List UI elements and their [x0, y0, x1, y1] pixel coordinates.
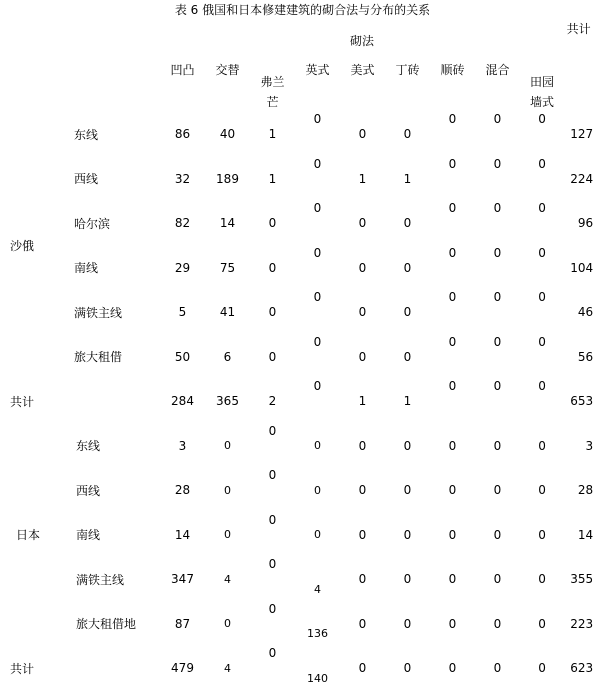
value-cell: 0 [314, 483, 321, 497]
value-cell: 0 [313, 290, 322, 304]
value-cell: 0 [268, 260, 277, 275]
value-cell: 0 [538, 572, 546, 587]
sum-label: 共计 [10, 661, 35, 676]
row-label: 东线 [74, 127, 99, 142]
value-cell: 4 [224, 572, 231, 586]
sum-value-cell: 0 [448, 661, 457, 676]
table-row [10, 290, 593, 335]
value-cell: 29 [174, 260, 191, 275]
table-row [10, 513, 593, 558]
value-cell: 0 [493, 201, 502, 215]
value-cell: 1 [268, 127, 277, 142]
value-cell: 0 [224, 528, 231, 542]
value-cell: 86 [174, 127, 191, 142]
value-cell: 3 [178, 438, 187, 453]
table-row [10, 246, 593, 291]
value-cell: 0 [493, 572, 502, 587]
value-cell: 0 [538, 290, 546, 304]
value-cell: 1 [268, 171, 277, 186]
row-label: 哈尔滨 [74, 216, 111, 231]
sum-value-cell: 0 [403, 661, 412, 676]
value-cell: 0 [268, 601, 277, 616]
value-cell: 0 [313, 156, 322, 171]
value-cell: 0 [358, 438, 367, 453]
row-total: 96 [577, 216, 594, 231]
row-total: 223 [570, 616, 594, 631]
value-cell: 0 [313, 201, 322, 215]
value-cell: 0 [538, 112, 546, 126]
value-cell: 0 [538, 616, 546, 631]
row-label: 旅大租借 [74, 350, 123, 365]
value-cell: 0 [493, 483, 502, 498]
value-cell: 0 [313, 334, 322, 349]
value-cell: 14 [219, 216, 236, 231]
value-cell: 4 [314, 582, 321, 596]
value-cell: 0 [538, 334, 546, 349]
value-cell: 0 [403, 527, 412, 542]
column-header: 英式 [305, 63, 330, 77]
sum-value-cell: 0 [493, 661, 502, 676]
sum-value-cell: 284 [171, 394, 194, 409]
sum-value-cell: 0 [538, 661, 546, 676]
header-row-group [10, 20, 593, 60]
table-row [10, 602, 593, 647]
sum-value-cell: 0 [313, 379, 322, 393]
value-cell: 0 [313, 245, 322, 260]
row-total: 46 [577, 305, 594, 320]
value-cell: 50 [174, 349, 191, 364]
masonry-table [10, 20, 593, 691]
value-cell: 0 [358, 527, 367, 542]
row-total: 3 [585, 438, 594, 453]
value-cell: 32 [174, 171, 191, 186]
value-cell: 0 [403, 216, 412, 231]
sum-value-cell: 0 [268, 646, 277, 660]
column-header: 顺砖 [440, 63, 465, 77]
value-cell: 87 [174, 616, 191, 631]
value-cell: 0 [538, 483, 546, 498]
value-cell: 0 [403, 305, 412, 320]
value-cell: 0 [268, 557, 277, 571]
row-total: 28 [577, 483, 594, 498]
sum-value-cell: 1 [403, 394, 412, 409]
value-cell: 0 [268, 216, 277, 231]
value-cell: 0 [403, 438, 412, 453]
sum-value-cell: 1 [358, 394, 367, 409]
value-cell: 0 [224, 617, 231, 631]
row-label: 旅大租借地 [76, 617, 137, 632]
sum-row [10, 379, 593, 424]
value-cell: 0 [403, 260, 412, 275]
value-cell: 0 [403, 483, 412, 498]
value-cell: 0 [493, 334, 502, 349]
sum-value-cell: 4 [224, 661, 231, 675]
group-label: 沙俄 [10, 239, 35, 253]
value-cell: 0 [538, 527, 546, 542]
header-total: 共计 [566, 22, 591, 36]
value-cell: 0 [448, 201, 457, 215]
column-header: 弗兰芒 [260, 75, 285, 109]
value-cell: 0 [268, 512, 277, 527]
sum-total: 653 [570, 394, 594, 409]
table-row [10, 157, 593, 202]
sum-value-cell: 479 [171, 661, 194, 676]
value-cell: 0 [493, 527, 502, 542]
value-cell: 1 [403, 171, 412, 186]
row-total: 104 [570, 260, 594, 275]
group-label: 日本 [16, 528, 41, 543]
sum-label: 共计 [10, 394, 35, 409]
value-cell: 0 [268, 423, 277, 438]
value-cell: 0 [314, 439, 321, 453]
value-cell: 0 [403, 572, 412, 587]
value-cell: 0 [448, 112, 457, 126]
row-label: 西线 [74, 172, 99, 187]
value-cell: 0 [538, 156, 546, 171]
value-cell: 0 [448, 245, 457, 260]
value-cell: 0 [448, 290, 457, 304]
value-cell: 0 [224, 483, 231, 497]
value-cell: 0 [493, 438, 502, 453]
row-total: 355 [570, 572, 594, 587]
value-cell: 14 [174, 527, 191, 542]
table-row [10, 557, 593, 602]
value-cell: 82 [174, 216, 191, 231]
value-cell: 0 [448, 334, 457, 349]
row-label: 南线 [74, 261, 99, 276]
row-total: 14 [577, 527, 594, 542]
column-header: 丁砖 [395, 63, 420, 77]
column-header: 凹凸 [170, 63, 195, 77]
value-cell: 0 [403, 127, 412, 142]
table-row [10, 201, 593, 246]
value-cell: 0 [448, 527, 457, 542]
value-cell: 0 [358, 260, 367, 275]
row-label: 满铁主线 [74, 305, 123, 320]
value-cell: 0 [313, 112, 322, 126]
row-total: 224 [570, 171, 594, 186]
value-cell: 0 [358, 127, 367, 142]
value-cell: 0 [493, 245, 502, 260]
value-cell: 0 [538, 201, 546, 215]
sum-value-cell: 140 [307, 671, 328, 685]
row-label: 东线 [76, 439, 101, 454]
header-group-label: 砌法 [350, 33, 375, 48]
value-cell: 0 [358, 349, 367, 364]
value-cell: 28 [174, 483, 191, 498]
value-cell: 0 [448, 572, 457, 587]
value-cell: 6 [223, 349, 232, 364]
value-cell: 0 [358, 305, 367, 320]
table-row [10, 424, 593, 469]
value-cell: 1 [358, 171, 367, 186]
value-cell: 0 [358, 216, 367, 231]
value-cell: 189 [216, 171, 239, 186]
value-cell: 0 [358, 616, 367, 631]
table-row [10, 335, 593, 380]
value-cell: 0 [448, 616, 457, 631]
value-cell: 0 [268, 468, 277, 482]
sum-value-cell: 0 [358, 661, 367, 676]
value-cell: 0 [538, 438, 546, 453]
column-header: 交替 [215, 63, 240, 77]
value-cell: 0 [314, 528, 321, 542]
value-cell: 0 [493, 290, 502, 304]
value-cell: 136 [307, 627, 328, 640]
value-cell: 347 [171, 572, 194, 587]
sum-value-cell: 0 [493, 379, 502, 393]
sum-value-cell: 0 [538, 379, 546, 393]
value-cell: 0 [448, 438, 457, 453]
table-row [10, 468, 593, 513]
value-cell: 0 [403, 349, 412, 364]
value-cell: 0 [268, 305, 277, 320]
row-label: 满铁主线 [76, 572, 125, 587]
value-cell: 0 [493, 112, 502, 126]
column-header: 美式 [350, 63, 375, 77]
row-total: 56 [577, 349, 594, 364]
value-cell: 0 [448, 483, 457, 498]
value-cell: 75 [219, 260, 236, 275]
value-cell: 40 [219, 127, 236, 142]
value-cell: 0 [403, 616, 412, 631]
value-cell: 0 [448, 156, 457, 171]
value-cell: 0 [224, 439, 231, 453]
value-cell: 5 [178, 305, 187, 320]
value-cell: 0 [538, 245, 546, 260]
sum-value-cell: 365 [216, 394, 239, 409]
sum-row [10, 646, 593, 691]
value-cell: 0 [493, 616, 502, 631]
row-label: 西线 [76, 483, 101, 498]
value-cell: 0 [358, 483, 367, 498]
header-corner [10, 20, 160, 112]
sum-value-cell: 0 [448, 379, 457, 393]
column-header: 田园墙式 [530, 75, 555, 109]
sum-total: 623 [570, 661, 594, 676]
column-header: 混合 [485, 63, 510, 77]
value-cell: 41 [219, 305, 236, 320]
table-row [10, 112, 593, 157]
table-caption: 表 6 俄国和日本修建建筑的砌合法与分布的关系 [174, 3, 431, 17]
row-total: 127 [570, 127, 594, 142]
sum-value-cell: 2 [268, 394, 277, 409]
value-cell: 0 [358, 572, 367, 587]
value-cell: 0 [493, 156, 502, 171]
value-cell: 0 [268, 349, 277, 364]
row-label: 南线 [76, 528, 101, 543]
